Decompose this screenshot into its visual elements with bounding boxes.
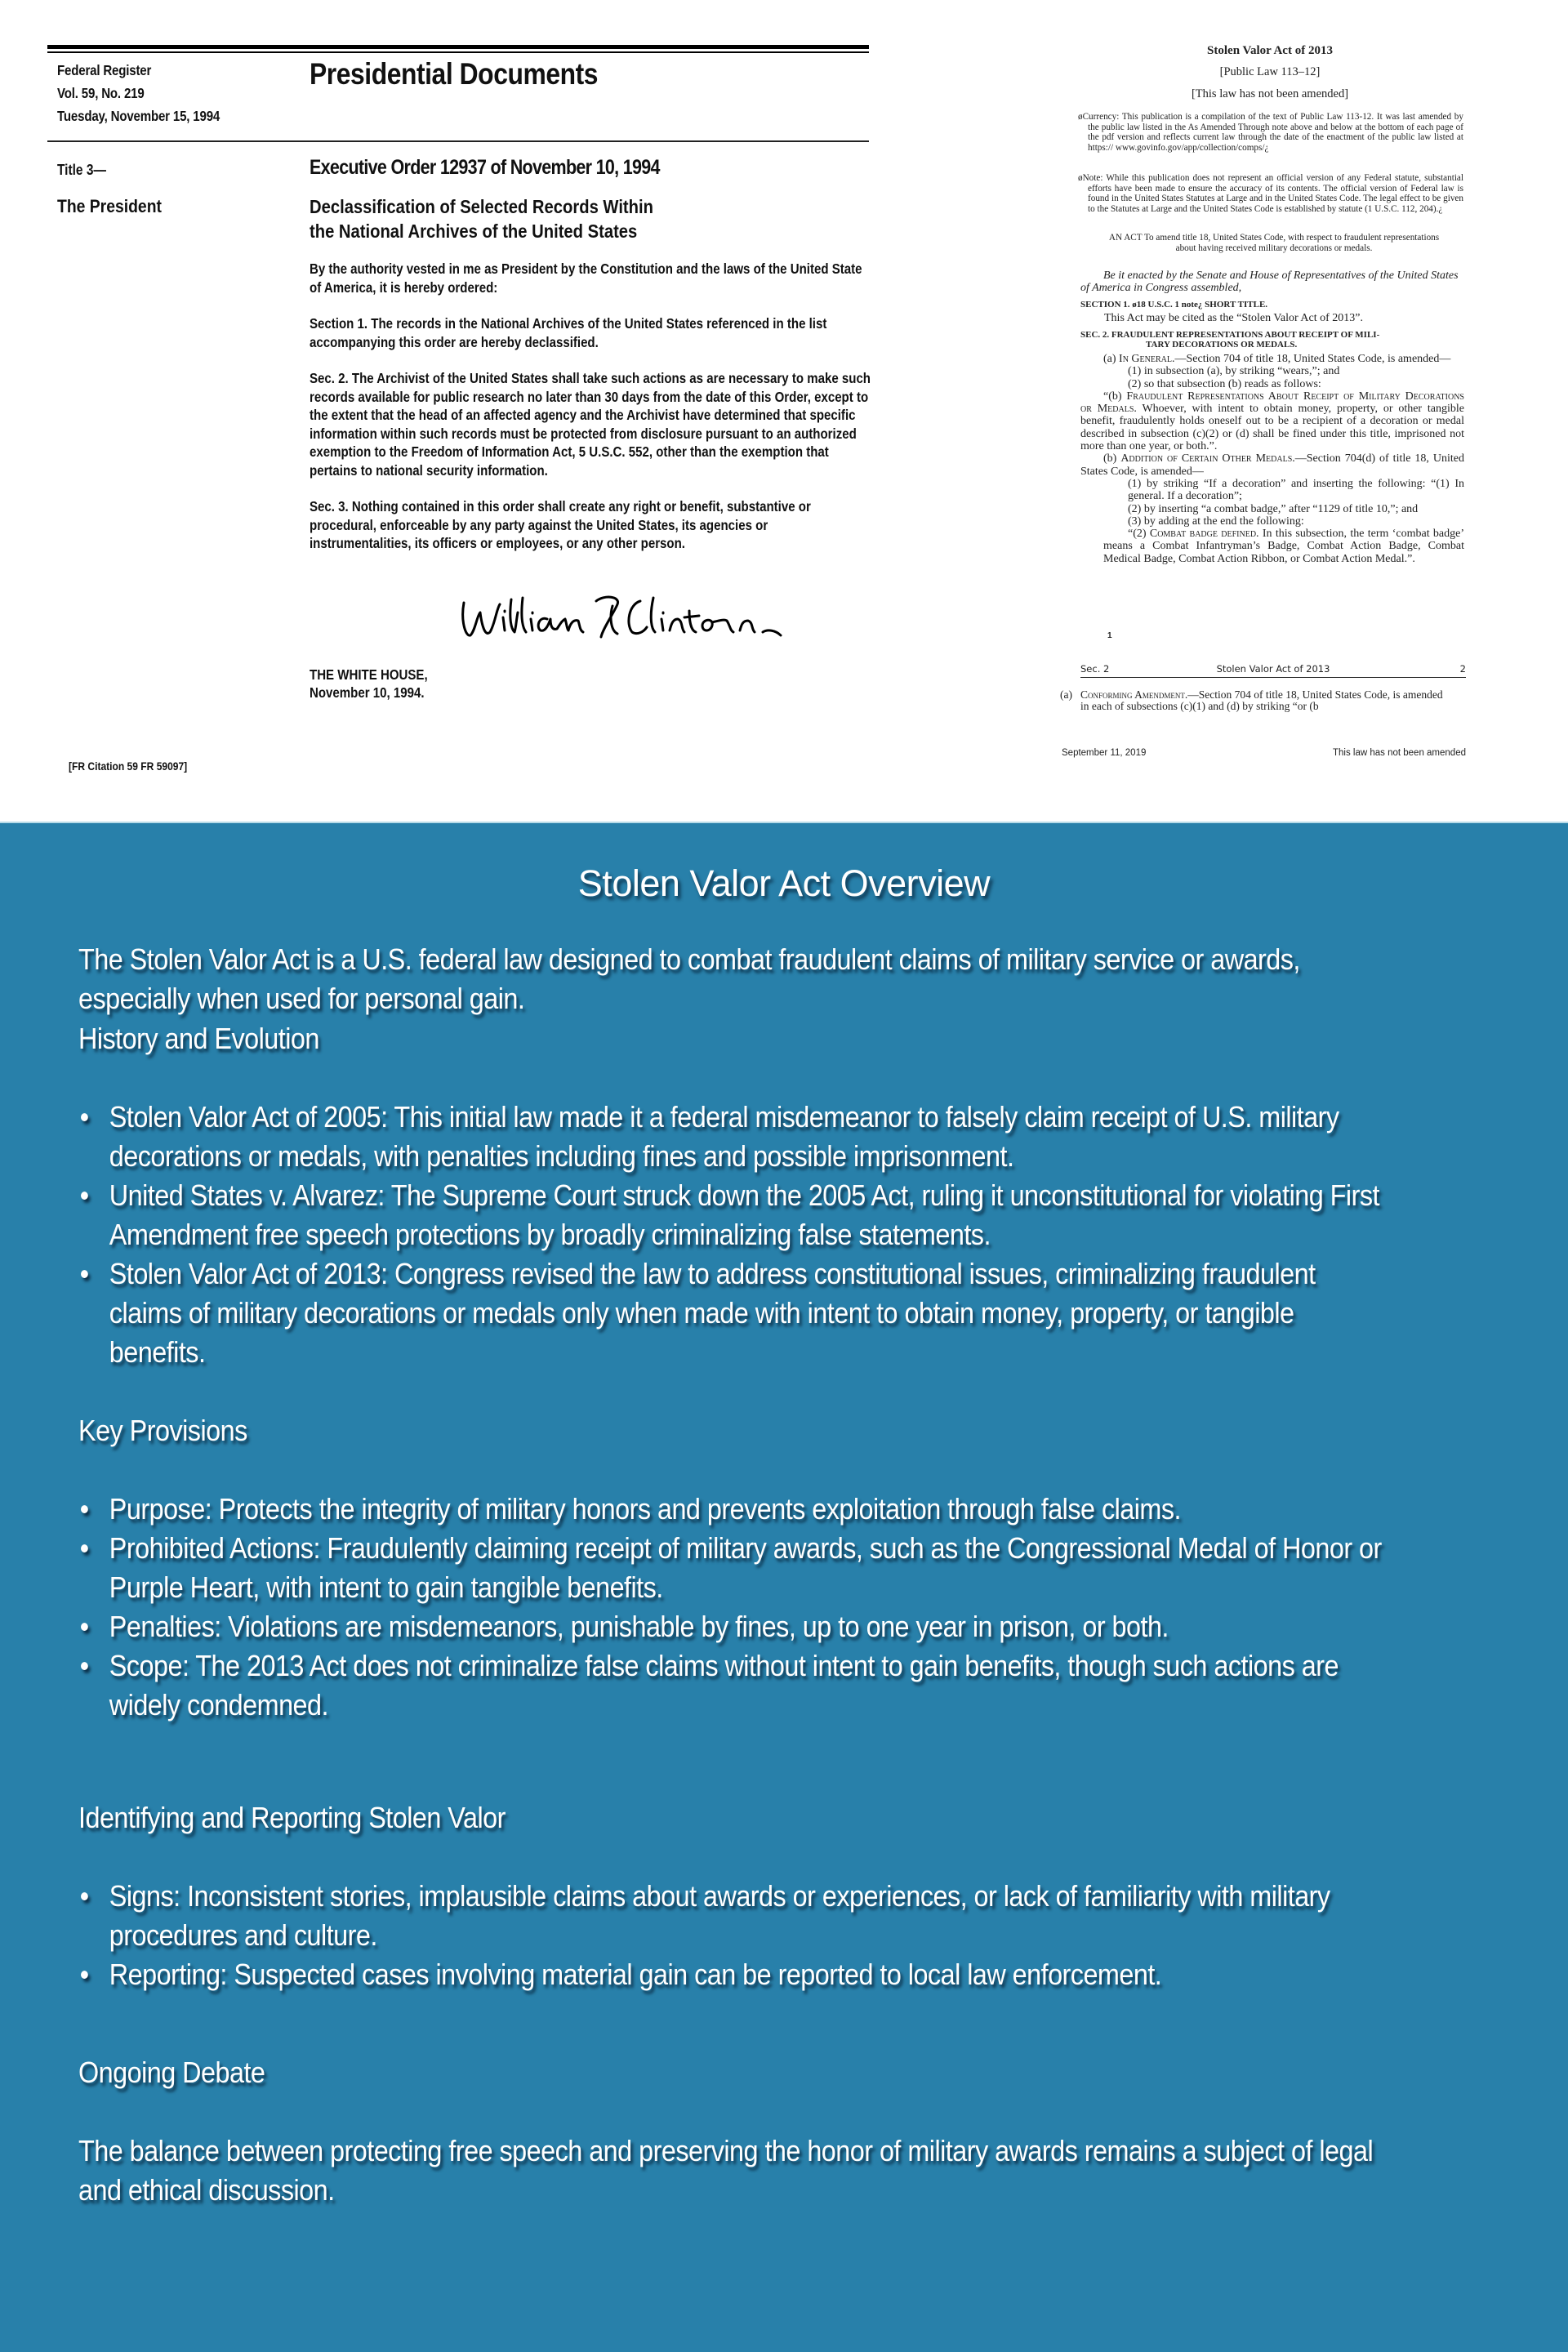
enacting-clause: Be it enacted by the Senate and House of Representatives of the United States of America in Congress assembled, xyxy=(1080,270,1459,294)
bullet-icon: • xyxy=(79,1958,89,1991)
publication-name: Federal Register xyxy=(57,62,152,78)
section-2-heading: SEC. 2. FRAUDULENT REPRESENTATIONS ABOUT RECEIPT OF MILI- TARY DECORATIONS OR MEDALS. xyxy=(1080,330,1380,350)
section-2-body xyxy=(1080,353,1464,565)
masthead xyxy=(57,59,220,127)
executive-order-body xyxy=(310,260,871,571)
federal-register-document xyxy=(0,0,882,822)
history-list xyxy=(78,1098,1387,1372)
act-title: Stolen Valor Act of 2013 xyxy=(1207,44,1333,57)
section-title: Presidential Documents xyxy=(310,57,599,91)
conforming-amendment: (a) Conforming Amendment.—Section 704 of title 18, United States Code, is amended in each of subsections (c)(1) and (d) by striking “or (b xyxy=(1060,688,1443,712)
subsection-a-2: (2) so that subsection (b) reads as follows: xyxy=(1128,377,1321,390)
running-head-page: 2 xyxy=(1459,663,1466,675)
list-item: • United States v. Alvarez: The Supreme Court struck down the 2005 Act, ruling it unconstitutional for violating First Amendment free speech protections by broadly criminalizing false statements. xyxy=(78,1176,1387,1254)
provisions-list xyxy=(78,1490,1387,1725)
heading-history: History and Evolution xyxy=(78,1022,319,1055)
currency-note: øCurrency: This publication is a compilation of the text of Public Law 113-12. It was last amended by the public law listed in the As Amended Through note above and below at the bottom of each page of the pdf version and reflects current law through the date of the enactment of the public law listed at https:// www.govinfo.gov/app/collection/comps/¿ xyxy=(1078,112,1463,153)
public-law-number: [Public Law 113–12] xyxy=(1219,65,1321,78)
bullet-icon: • xyxy=(79,1649,89,1682)
section-1-heading: SECTION 1. ø18 U.S.C. 1 note¿ SHORT TITLE. xyxy=(1080,300,1268,310)
subsection-a-1: (1) in subsection (a), by striking “wears,”; and xyxy=(1128,365,1340,378)
list-item: • Prohibited Actions: Fraudulently claiming receipt of military awards, such as the Congressional Medal of Honor or Purple Heart, with intent to gain tangible benefits. xyxy=(78,1529,1387,1607)
debate-text: The balance between protecting free speech and preserving the honor of military awards remains a subject of legal and ethical discussion. xyxy=(78,2134,1374,2207)
list-item: • Stolen Valor Act of 2005: This initial law made it a federal misdemeanor to falsely claim receipt of U.S. military decorations or medals, with penalties including fines and possible imprisonment. xyxy=(78,1098,1387,1176)
identifying-list xyxy=(78,1877,1387,1994)
list-item: • Stolen Valor Act of 2013: Congress revised the law to address constitutional issues, criminalizing fraudulent claims of military decorations or medals only when made with intent to obtain money, property, or tangible benefits. xyxy=(78,1254,1387,1372)
bullet-icon: • xyxy=(79,1257,89,1290)
heading-key-provisions: Key Provisions xyxy=(78,1414,247,1447)
subsection-b: (b) Addition of Certain Other Medals.—Section 704(d) of title 18, United States Code, is amended— xyxy=(1080,452,1465,478)
list-item: • Purpose: Protects the integrity of military honors and prevents exploitation through false claims. xyxy=(78,1490,1387,1529)
fr-citation: [FR Citation 59 FR 59097] xyxy=(69,760,188,773)
running-head-title: Stolen Valor Act of 2013 xyxy=(1216,663,1330,675)
page-number: 1 xyxy=(1107,631,1112,640)
an-act-description: AN ACT To amend title 18, United States Code, with respect to fraudulent representations about having received military decorations or medals. xyxy=(1108,233,1440,253)
official-version-note: øNote: While this publication does not represent an official version of any Federal statute, substantial efforts have been made to ensure the accuracy of its contents. The official version of Federal law is found in the United States Statutes at Large and in the United States Code. The legal effect to be given to the Statutes at Large and the United States Code is established by statute (1 U.S.C. 112, 204).¿ xyxy=(1078,173,1463,214)
document-images-area xyxy=(0,0,1568,822)
title-label: Title 3— xyxy=(57,162,106,178)
bullet-icon: • xyxy=(79,1879,89,1913)
subsection-a: (a) In General.—Section 704 of title 18, United States Code, is amended— xyxy=(1103,353,1451,365)
combat-badge-definition: “(2) Combat badge defined. In this subsection, the term ‘combat badge’ means a Combat Infantryman’s Badge, Combat Action Badge, Combat Medical Badge, Combat Action Ribbon, or Combat Action Medal.”. xyxy=(1103,528,1464,565)
closing-date: November 10, 1994. xyxy=(310,684,425,701)
list-item: • Reporting: Suspected cases involving material gain can be reported to local law enforcement. xyxy=(78,1955,1387,1994)
header-rule-thick xyxy=(47,45,869,49)
section-1-paragraph: Section 1. The records in the National Archives of the United States referenced in the list accompanying this order are hereby declassified. xyxy=(310,315,827,350)
overview-title: Stolen Valor Act Overview xyxy=(577,862,991,904)
closing-block xyxy=(310,666,428,702)
signature-icon xyxy=(457,588,800,645)
footer-status: This law has not been amended xyxy=(1332,748,1466,758)
executive-order-title: Executive Order 12937 of November 10, 1994 xyxy=(310,156,660,179)
bullet-icon: • xyxy=(79,1100,89,1134)
publication-date: Tuesday, November 15, 1994 xyxy=(57,108,220,124)
bullet-icon: • xyxy=(79,1178,89,1212)
running-head-section: Sec. 2 xyxy=(1080,663,1110,675)
heading-identifying-reporting: Identifying and Reporting Stolen Valor xyxy=(78,1801,506,1834)
overview-intro: The Stolen Valor Act is a U.S. federal law designed to combat fraudulent claims of military service or awards, especially when used for personal gain. xyxy=(78,942,1300,1015)
executive-order-subject: Declassification of Selected Records Within the National Archives of the United States xyxy=(310,196,653,242)
section-1-text: This Act may be cited as the “Stolen Valor Act of 2013”. xyxy=(1104,312,1364,324)
subsection-b-1: (1) by striking “If a decoration” and inserting the following: “(1) In general. If a decoration”; xyxy=(1128,477,1464,503)
section-3-paragraph: Sec. 3. Nothing contained in this order shall create any right or benefit, substantive or procedural, enforceable by any party against the United States, its agencies or instrumentalities, its officers or employees, or any other person. xyxy=(310,498,811,551)
bullet-icon: • xyxy=(79,1531,89,1565)
section-2-paragraph: Sec. 2. The Archivist of the United States shall take such actions as are necessary to make such records available for public research no later than 30 days from the date of this Order, except to the extent that the head of an affected agency and the Archivist have determined that specific information within such records must be protected from disclosure pursuant to an authorized exemption to the Freedom of Information Act, 5 U.S.C. 552, other than the exemption that pertains to national security information. xyxy=(310,370,871,479)
closing-place: THE WHITE HOUSE, xyxy=(310,666,428,683)
footer-date: September 11, 2019 xyxy=(1062,748,1147,758)
overview-panel xyxy=(0,822,1568,2352)
preamble-paragraph: By the authority vested in me as President by the Constitution and the laws of the United State of America, it is hereby ordered: xyxy=(310,261,862,296)
list-item: • Penalties: Violations are misdemeanors, punishable by fines, up to one year in prison, or both. xyxy=(78,1607,1387,1646)
bullet-icon: • xyxy=(79,1610,89,1643)
list-item: • Signs: Inconsistent stories, implausible claims about awards or experiences, or lack of familiarity with military procedures and culture. xyxy=(78,1877,1387,1955)
subsection-b-quoted: “(b) Fraudulent Representations About Receipt of Military Decorations or Medals. Whoever, with intent to obtain money, property, or other tangible benefit, fraudulently holds oneself out to be a recipient of a decoration or medal described in subsection (c)(2) or (d) shall be fined under this title, imprisoned not more than one year, or both.”. xyxy=(1080,390,1464,453)
subsection-b-3: (3) by adding at the end the following: xyxy=(1128,514,1304,528)
subsection-b-2: (2) by inserting “a combat badge,” after “1129 of title 10,”; and xyxy=(1128,502,1419,515)
amend-status: [This law has not been amended] xyxy=(1191,87,1349,100)
stolen-valor-act-document xyxy=(1054,33,1486,768)
bullet-icon: • xyxy=(79,1492,89,1526)
header-rule-thin xyxy=(47,51,869,53)
volume-number: Vol. 59, No. 219 xyxy=(57,85,145,101)
running-head xyxy=(1080,663,1466,678)
list-item: • Scope: The 2013 Act does not criminalize false claims without intent to gain benefits, though such actions are widely condemned. xyxy=(78,1646,1387,1725)
heading-ongoing-debate: Ongoing Debate xyxy=(78,2056,265,2089)
author-label: The President xyxy=(57,196,162,216)
divider-rule xyxy=(47,140,869,142)
